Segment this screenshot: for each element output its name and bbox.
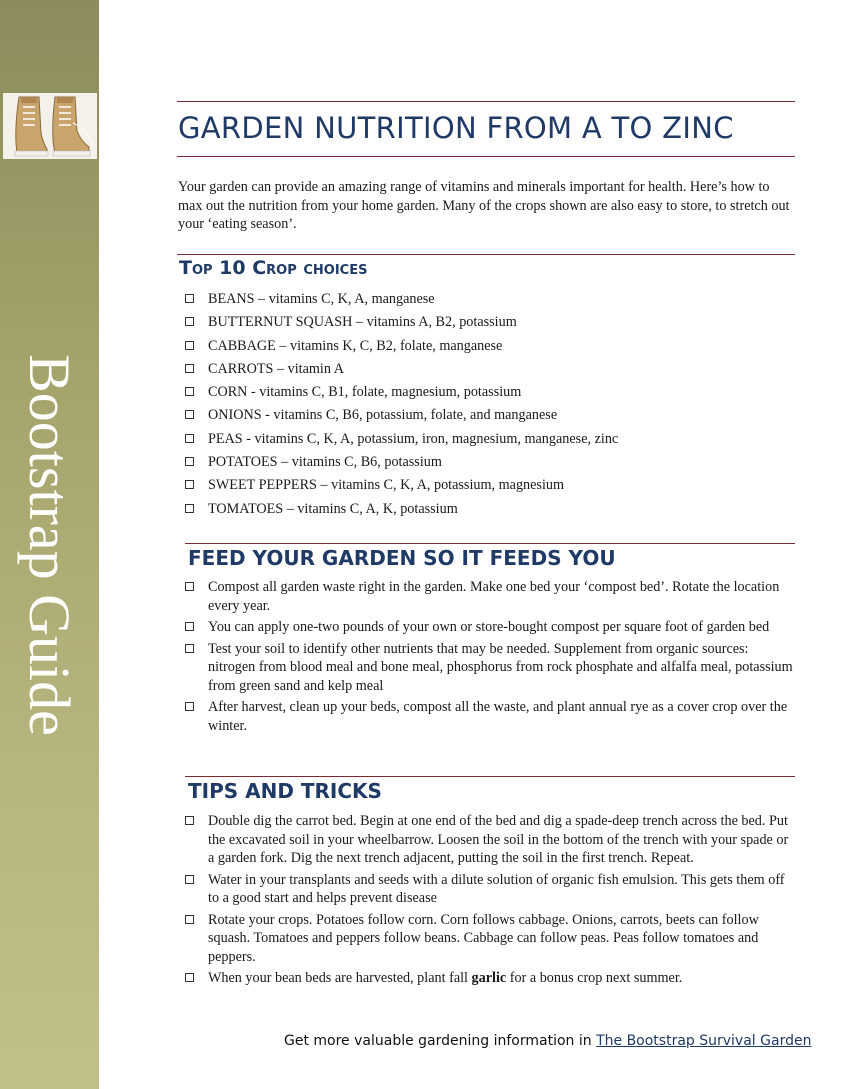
checkbox[interactable] (185, 341, 194, 350)
list-item: SWEET PEPPERS – vitamins C, K, A, potassium, magnesium (185, 476, 795, 499)
list-item: After harvest, clean up your beds, compost all the waste, and plant annual rye as a cover crop over the winter. (185, 698, 795, 735)
sidebar (0, 0, 99, 1089)
checkbox[interactable] (185, 504, 194, 513)
list-item: Test your soil to identify other nutrients that may be needed. Supplement from organic sources: nitrogen from blood meal and bone meal, phosphorus from rock phosphate and alfalfa meal, potassium from green sand and kelp meal (185, 640, 795, 696)
checkbox[interactable] (185, 915, 194, 924)
list-item: BUTTERNUT SQUASH – vitamins A, B2, potassium (185, 313, 795, 336)
crops-list (185, 290, 795, 523)
checkbox[interactable] (185, 816, 194, 825)
list-item: Rotate your crops. Potatoes follow corn. Corn follows cabbage. Onions, carrots, beets can follow squash. Tomatoes and peppers follow beans. Cabbage can follow peas. Peas follow tomatoes and peppers. (185, 911, 795, 967)
crops-rule (177, 254, 795, 255)
list-item: CORN - vitamins C, B1, folate, magnesium, potassium (185, 383, 795, 406)
checkbox[interactable] (185, 387, 194, 396)
feed-rule (185, 543, 795, 544)
list-item: Compost all garden waste right in the garden. Make one bed your ‘compost bed’. Rotate the location every year. (185, 578, 795, 615)
title-bottom-rule (177, 156, 795, 157)
list-item: POTATOES – vitamins C, B6, potassium (185, 453, 795, 476)
list-item: Water in your transplants and seeds with a dilute solution of organic fish emulsion. This gets them off to a good start and helps prevent disease (185, 871, 795, 908)
list-item: BEANS – vitamins C, K, A, manganese (185, 290, 795, 313)
checkbox[interactable] (185, 294, 194, 303)
checkbox[interactable] (185, 480, 194, 489)
checkbox[interactable] (185, 622, 194, 631)
list-item: Double dig the carrot bed. Begin at one end of the bed and dig a spade-deep trench across the bed. Put the excavated soil in your wheelbarrow. Loosen the soil in the bottom of the trench with your spade or a garden fork. Dig the next trench adjacent, putting the soil in the first trench. Repeat. (185, 812, 795, 868)
checkbox[interactable] (185, 875, 194, 884)
list-item: PEAS - vitamins C, K, A, potassium, iron, magnesium, manganese, zinc (185, 430, 795, 453)
intro-paragraph: Your garden can provide an amazing range of vitamins and minerals important for health. Here’s how to max out the nutrition from your home garden. Many of the crops shown are also easy to store, to stretch out your ‘eating season’. (178, 179, 790, 232)
tips-list (185, 812, 795, 991)
checkbox[interactable] (185, 317, 194, 326)
list-item: TOMATOES – vitamins C, A, K, potassium (185, 500, 795, 523)
footer: Get more valuable gardening information in The Bootstrap Survival Garden (284, 1033, 812, 1049)
list-item: CABBAGE – vitamins K, C, B2, folate, manganese (185, 337, 795, 360)
checkbox[interactable] (185, 410, 194, 419)
tips-heading: TIPS AND TRICKS (188, 779, 382, 803)
book-link[interactable]: The Bootstrap Survival Garden (596, 1033, 812, 1049)
checkbox[interactable] (185, 457, 194, 466)
feed-list (185, 578, 795, 738)
sidebar-title: Bootstrap Guide (17, 354, 82, 736)
checkbox[interactable] (185, 582, 194, 591)
crops-heading: Top 10 Crop choices (179, 257, 368, 279)
title-top-rule (177, 101, 795, 102)
list-item: CARROTS – vitamin A (185, 360, 795, 383)
boots-image (3, 93, 97, 159)
tips-rule (185, 776, 795, 777)
checkbox[interactable] (185, 702, 194, 711)
list-item: When your bean beds are harvested, plant fall garlic for a bonus crop next summer. (185, 969, 795, 988)
feed-heading: FEED YOUR GARDEN SO IT FEEDS YOU (188, 546, 616, 570)
checkbox[interactable] (185, 644, 194, 653)
checkbox[interactable] (185, 434, 194, 443)
page-title: GARDEN NUTRITION FROM A TO ZINC (178, 111, 734, 145)
list-item: You can apply one-two pounds of your own or store-bought compost per square foot of garden bed (185, 618, 795, 637)
list-item: ONIONS - vitamins C, B6, potassium, folate, and manganese (185, 406, 795, 429)
checkbox[interactable] (185, 364, 194, 373)
checkbox[interactable] (185, 973, 194, 982)
